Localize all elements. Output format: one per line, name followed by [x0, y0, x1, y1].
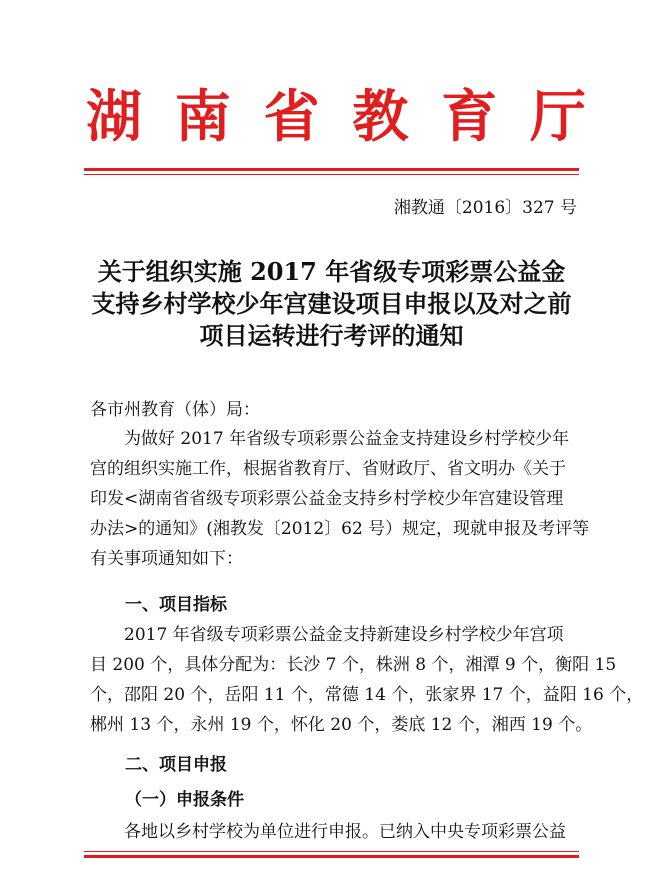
paragraph-line: 目 200 个，具体分配为：长沙 7 个，株洲 8 个，湘潭 9 个，衡阳 15 — [90, 655, 617, 675]
red-divider-thin — [84, 851, 579, 852]
paragraph-line: 办法>的通知》(湘教发〔2012〕62 号）规定，现就申报及考评等 — [90, 519, 590, 539]
letterhead-char: 厅 — [529, 84, 586, 150]
red-divider-thick — [84, 168, 579, 171]
subsection-heading: （一）申报条件 — [125, 790, 244, 810]
letterhead-char: 南 — [174, 84, 231, 150]
paragraph-line: 宫的组织实施工作，根据省教育厅、省财政厅、省文明办《关于 — [90, 459, 566, 479]
letterhead-char: 育 — [441, 84, 498, 150]
title-line: 关于组织实施 2017 年省级专项彩票公益金 — [97, 257, 566, 286]
intro-paragraph — [90, 424, 590, 574]
letterhead-char: 省 — [263, 84, 320, 150]
title-line: 项目运转进行考评的通知 — [199, 321, 464, 350]
section2-paragraph: 各地以乡村学校为单位进行申报。已纳入中央专项彩票公益 — [124, 822, 566, 842]
red-divider-thin — [84, 174, 579, 175]
paragraph-line: 为做好 2017 年省级专项彩票公益金支持建设乡村学校少年 — [124, 429, 570, 449]
title-line: 支持乡村学校少年宫建设项目申报以及对之前 — [91, 289, 572, 318]
section-heading: 一、项目指标 — [125, 595, 227, 615]
red-divider-thick — [84, 855, 579, 858]
salutation: 各市州教育（体）局： — [90, 400, 260, 420]
paragraph-line: 印发<湖南省省级专项彩票公益金支持乡村学校少年宫建设管理 — [90, 489, 564, 509]
letterhead-char: 湖 — [86, 84, 142, 150]
paragraph-line: 2017 年省级专项彩票公益金支持新建设乡村学校少年宫项 — [124, 625, 564, 645]
document-number: 湘教通〔2016〕327 号 — [393, 198, 577, 218]
section-heading: 二、项目申报 — [125, 755, 227, 775]
document-title — [84, 256, 579, 352]
section1-paragraph — [90, 620, 644, 740]
letterhead-title — [86, 82, 586, 152]
paragraph-line: 郴州 13 个，永州 19 个，怀化 20 个，娄底 12 个，湘西 19 个。 — [90, 715, 593, 735]
letterhead-char: 教 — [352, 84, 409, 150]
paragraph-line: 个，邵阳 20 个，岳阳 11 个，常德 14 个，张家界 17 个，益阳 16 个， — [90, 685, 644, 705]
paragraph-line: 有关事项通知如下： — [90, 549, 243, 569]
